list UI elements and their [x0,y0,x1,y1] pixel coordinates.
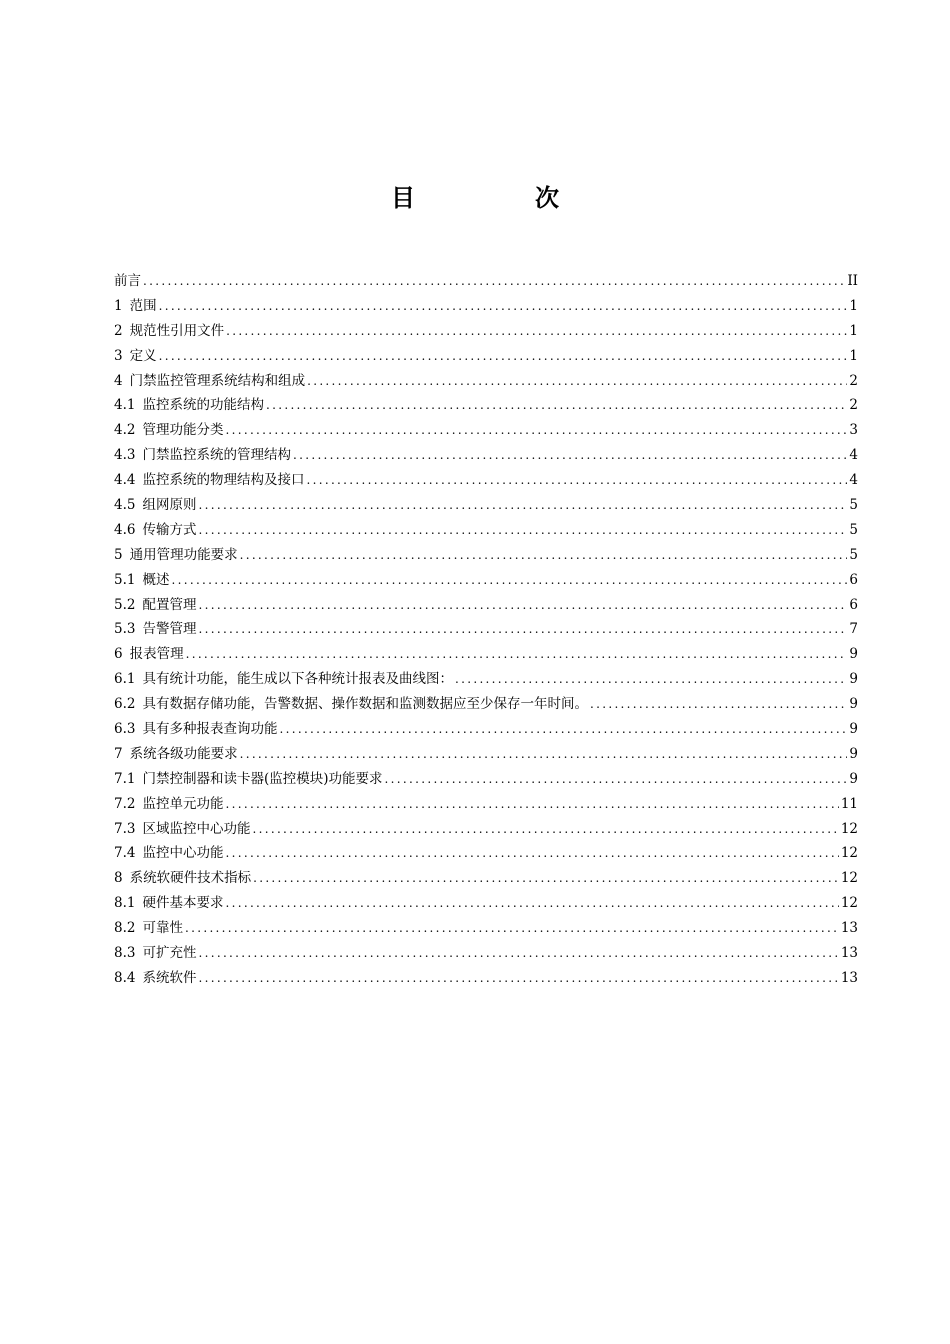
toc-entry[interactable] [114,617,858,642]
toc-dot-leader [253,866,839,891]
toc-entry[interactable] [114,767,858,792]
toc-dot-leader [306,468,847,493]
toc-entry[interactable] [114,443,858,468]
toc-dot-leader [225,418,847,443]
toc-entry-page: 2 [849,397,858,414]
toc-entry-page: 9 [849,696,858,713]
toc-entry[interactable] [114,418,858,443]
toc-entry-page: 13 [840,945,858,962]
toc-dot-leader [198,966,838,991]
toc-entry-page: 5 [849,497,858,514]
toc-entry-number: 4.4 [114,472,136,489]
toc-dot-leader [279,717,847,742]
toc-entry-label [114,941,196,966]
toc-entry-number: 6 [114,646,123,663]
toc-entry-text: 具有统计功能，能生成以下各种统计报表及曲线图： [142,671,453,688]
toc-entry-label [114,518,196,543]
toc-entry-label [114,642,184,667]
toc-dot-leader [198,493,847,518]
toc-entry-text: 范围 [129,297,157,314]
toc-entry-number: 5.1 [114,571,136,588]
toc-entry-number: 2 [114,322,123,339]
toc-entry[interactable] [114,344,858,369]
toc-entry-page: 9 [849,745,858,762]
toc-entry-number: 6.1 [114,671,136,688]
toc-dot-leader [171,568,847,593]
toc-entry-number: 7.2 [114,795,136,812]
toc-dot-leader [159,294,848,319]
toc-entry[interactable] [114,593,858,618]
toc-dot-leader [185,916,839,941]
toc-entry-text: 可靠性 [142,920,183,937]
toc-entry-page: 13 [840,969,858,986]
toc-entry-page: 6 [849,571,858,588]
toc-dot-leader [198,518,847,543]
toc-entry-number: 8.3 [114,945,136,962]
table-of-contents [114,269,858,991]
toc-entry-number: 6.2 [114,696,136,713]
toc-entry-label [114,667,453,692]
toc-entry-text: 门禁监控系统的管理结构 [142,447,291,464]
toc-dot-leader [307,369,847,394]
toc-entry-text: 传输方式 [142,521,197,538]
toc-entry-number: 8.1 [114,895,136,912]
toc-entry-number: 7 [114,745,123,762]
toc-entry-label [114,344,157,369]
toc-dot-leader [198,941,838,966]
toc-entry-page: 5 [849,546,858,563]
toc-entry-page: 2 [849,372,858,389]
toc-entry[interactable] [114,493,858,518]
toc-dot-leader [225,841,838,866]
toc-entry-page: 12 [840,820,858,837]
toc-entry-label [114,692,588,717]
toc-entry[interactable] [114,817,858,842]
toc-dot-leader [225,792,838,817]
toc-entry-text: 监控系统的物理结构及接口 [142,472,305,489]
toc-dot-leader [198,593,847,618]
toc-entry-text: 监控单元功能 [142,795,224,812]
toc-dot-leader [225,891,838,916]
toc-entry-number: 1 [114,297,123,314]
toc-dot-leader [293,443,847,468]
toc-entry-label [114,866,251,891]
toc-entry-page: 12 [840,845,858,862]
toc-dot-leader [186,642,848,667]
toc-entry[interactable] [114,518,858,543]
toc-entry-page: 5 [849,521,858,538]
toc-entry-number: 4.5 [114,497,136,514]
toc-dot-leader [385,767,848,792]
toc-entry-text: 配置管理 [142,596,197,613]
toc-entry-number: 3 [114,347,123,364]
toc-dot-leader [455,667,847,692]
toc-entry-label [114,767,383,792]
toc-entry[interactable] [114,642,858,667]
toc-dot-leader [240,543,848,568]
toc-entry-label [114,294,157,319]
toc-entry-text: 组网原则 [142,497,197,514]
toc-entry[interactable] [114,717,858,742]
toc-entry-number: 8.4 [114,969,136,986]
toc-entry[interactable] [114,543,858,568]
toc-entry-number: 6.3 [114,721,136,738]
toc-entry[interactable] [114,294,858,319]
toc-dot-leader [143,269,845,294]
toc-entry-text: 通用管理功能要求 [129,546,238,563]
toc-entry-page: 9 [849,721,858,738]
toc-entry-page: 4 [849,472,858,489]
toc-entry-text: 管理功能分类 [142,422,224,439]
toc-entry-label [114,891,223,916]
toc-entry[interactable] [114,841,858,866]
toc-entry-label [114,966,196,991]
toc-dot-leader [159,344,848,369]
toc-entry[interactable] [114,393,858,418]
toc-entry-page: 1 [849,297,858,314]
toc-entry-text: 告警管理 [142,621,197,638]
toc-entry[interactable] [114,966,858,991]
toc-entry-number: 5 [114,546,123,563]
toc-entry-page: 13 [840,920,858,937]
toc-dot-leader [240,742,848,767]
toc-entry-page: 1 [849,347,858,364]
toc-entry-text: 规范性引用文件 [129,322,225,339]
toc-entry[interactable] [114,269,858,294]
toc-entry-page: 9 [849,770,858,787]
toc-entry-text: 具有数据存储功能，告警数据、操作数据和监测数据应至少保存一年时间。 [142,696,588,713]
toc-entry-text: 监控系统的功能结构 [142,397,264,414]
toc-entry-number: 5.3 [114,621,136,638]
toc-dot-leader [266,393,847,418]
toc-entry-text: 概述 [142,571,170,588]
toc-entry[interactable] [114,319,858,344]
toc-entry-text: 门禁控制器和读卡器(监控模块)功能要求 [142,770,383,787]
toc-entry-number: 4.3 [114,447,136,464]
toc-entry-number: 4.1 [114,397,136,414]
toc-entry-label [114,269,141,294]
page-title: 目 次 [391,184,607,212]
toc-entry-text: 区域监控中心功能 [142,820,251,837]
toc-entry-page: 11 [840,795,858,812]
toc-entry[interactable] [114,568,858,593]
toc-entry-page: 7 [849,621,858,638]
toc-entry-text: 门禁监控管理系统结构和组成 [129,372,306,389]
toc-entry-label [114,369,305,394]
toc-entry-text: 硬件基本要求 [142,895,224,912]
toc-entry-page: 12 [840,895,858,912]
toc-entry-page: 9 [849,646,858,663]
toc-entry-number: 8.2 [114,920,136,937]
toc-entry[interactable] [114,692,858,717]
toc-entry-text: 系统各级功能要求 [129,745,238,762]
toc-entry-text: 系统软件 [142,969,197,986]
toc-entry-text: 系统软硬件技术指标 [129,870,252,887]
toc-entry-label [114,717,277,742]
toc-entry-label [114,393,264,418]
toc-entry-label [114,593,196,618]
toc-entry-text: 定义 [129,347,157,364]
toc-entry-text: 报表管理 [129,646,184,663]
toc-entry-label [114,468,304,493]
toc-entry-number: 4.2 [114,422,136,439]
toc-entry-label [114,742,238,767]
toc-entry-label [114,916,183,941]
toc-entry-number: 5.2 [114,596,136,613]
toc-dot-leader [590,692,847,717]
toc-entry-page: 1 [849,322,858,339]
toc-entry-number: 8 [114,870,123,887]
toc-dot-leader [198,617,847,642]
toc-entry-page: 4 [849,447,858,464]
toc-entry[interactable] [114,468,858,493]
toc-entry[interactable] [114,792,858,817]
toc-entry-label [114,443,291,468]
toc-entry[interactable] [114,742,858,767]
toc-entry-label [114,543,238,568]
toc-entry-text: 前言 [114,273,141,289]
toc-entry-number: 4.6 [114,521,136,538]
toc-entry-number: 4 [114,372,123,389]
toc-entry-label [114,568,169,593]
toc-entry[interactable] [114,667,858,692]
toc-entry-label [114,319,224,344]
toc-entry-number: 7.4 [114,845,136,862]
toc-entry-label [114,418,223,443]
toc-entry-label [114,792,223,817]
toc-entry-number: 7.3 [114,820,136,837]
toc-entry-page: 3 [849,422,858,439]
toc-entry-page: II [847,273,858,289]
toc-entry[interactable] [114,891,858,916]
toc-entry[interactable] [114,369,858,394]
toc-entry-label [114,617,196,642]
toc-entry[interactable] [114,916,858,941]
toc-entry-text: 具有多种报表查询功能 [142,721,278,738]
toc-entry-number: 7.1 [114,770,136,787]
toc-entry-label [114,493,196,518]
toc-entry[interactable] [114,941,858,966]
toc-entry-text: 可扩充性 [142,945,197,962]
toc-entry[interactable] [114,866,858,891]
toc-entry-label [114,817,250,842]
toc-entry-label [114,841,223,866]
toc-entry-page: 6 [849,596,858,613]
toc-dot-leader [226,319,847,344]
toc-entry-page: 9 [849,671,858,688]
toc-entry-text: 监控中心功能 [142,845,224,862]
toc-dot-leader [252,817,838,842]
toc-entry-page: 12 [840,870,858,887]
